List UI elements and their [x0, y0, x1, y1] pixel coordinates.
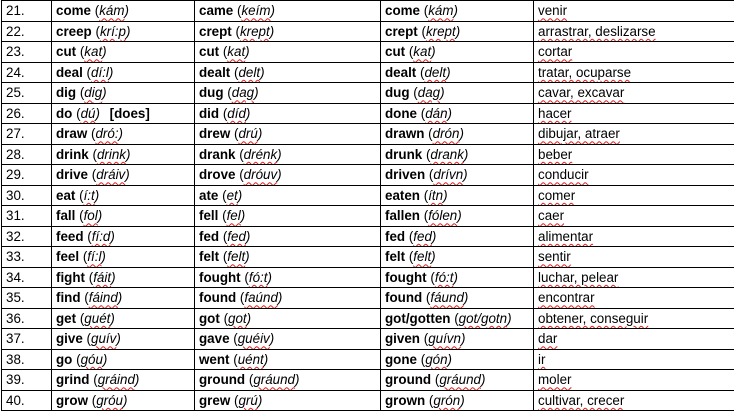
table-cell: driven (drívn) — [381, 165, 534, 186]
participle-pronunciation: fáund — [430, 290, 464, 306]
base-pronunciation: guét — [84, 310, 111, 326]
table-cell: fought (fó:t) — [381, 267, 534, 288]
table-cell — [2, 165, 52, 186]
base-pronunciation: dráiv — [96, 167, 126, 183]
spanish-translation: arrastrar, deslizarse — [538, 23, 656, 39]
past-form: drove — [199, 167, 236, 183]
verb-number: 26. — [6, 105, 25, 121]
table-cell — [534, 390, 734, 411]
past-pronunciation: et — [226, 187, 238, 203]
table-cell: find (fáind) — [52, 288, 195, 309]
table-cell — [2, 370, 52, 391]
base-form: fight — [56, 269, 85, 285]
table-cell: come (kám) — [52, 1, 195, 22]
table-cell — [2, 206, 52, 227]
table-row — [2, 21, 734, 42]
spanish-translation: alimentar — [538, 228, 594, 244]
table-cell — [2, 267, 52, 288]
spanish-translation: obtener, conseguir — [538, 310, 649, 326]
table-cell: dealt (delt) — [195, 62, 381, 83]
table-cell: found (faúnd) — [195, 288, 381, 309]
table-cell — [2, 329, 52, 350]
past-form: drew — [199, 126, 231, 142]
participle-pronunciation: kám — [428, 3, 454, 19]
base-form: grind — [56, 372, 90, 388]
verb-number: 34. — [6, 269, 25, 285]
participle-pronunciation: fó:t — [434, 269, 454, 285]
past-form: drank — [199, 146, 236, 162]
past-pronunciation: delt — [238, 64, 261, 80]
table-cell: feel (fí:l) — [52, 247, 195, 268]
table-cell: grind (gráind) — [52, 370, 195, 391]
spanish-translation: conducir — [538, 167, 589, 183]
table-cell — [534, 83, 734, 104]
table-cell — [534, 144, 734, 165]
verb-number: 39. — [6, 372, 25, 388]
table-cell — [534, 1, 734, 22]
table-row — [2, 349, 734, 370]
table-cell — [534, 226, 734, 247]
past-pronunciation: grú — [238, 392, 258, 408]
spanish-translation: cultivar, crecer — [538, 392, 625, 408]
past-pronunciation: guéiv — [237, 331, 270, 347]
participle-form: gone — [385, 351, 417, 367]
past-form: dealt — [199, 64, 231, 80]
past-form: gave — [199, 331, 230, 347]
table-cell: cut (kat) — [195, 42, 381, 63]
table-cell: cut (kat) — [381, 42, 534, 63]
table-cell: give (guív) — [52, 329, 195, 350]
table-cell — [534, 370, 734, 391]
table-cell: felt (felt) — [195, 247, 381, 268]
past-form: crept — [199, 23, 232, 39]
base-pronunciation: kám — [99, 3, 125, 19]
table-cell: gone (gón) — [381, 349, 534, 370]
base-pronunciation: dú — [80, 105, 96, 121]
base-extra: [does] — [109, 105, 150, 121]
base-form: fall — [56, 208, 76, 224]
spanish-translation: hacer — [538, 105, 572, 121]
table-cell: draw (dró:) — [52, 124, 195, 145]
past-pronunciation: fed — [227, 228, 246, 244]
participle-form: dealt — [385, 64, 417, 80]
table-cell: dealt (delt) — [381, 62, 534, 83]
base-form: go — [56, 351, 73, 367]
table-cell: fight (fáit) — [52, 267, 195, 288]
table-cell — [534, 165, 734, 186]
table-cell: drunk (drank) — [381, 144, 534, 165]
past-pronunciation: dag — [231, 85, 255, 101]
table-cell — [534, 288, 734, 309]
base-form: feel — [56, 249, 80, 265]
verb-number: 29. — [6, 167, 25, 183]
base-pronunciation: fí:d — [91, 228, 111, 244]
spanish-translation: venir — [538, 3, 568, 19]
participle-pronunciation: fólen — [428, 208, 458, 224]
table-cell — [534, 206, 734, 227]
table-cell: fed (fed) — [195, 226, 381, 247]
past-form: did — [199, 105, 220, 121]
base-form: draw — [56, 126, 88, 142]
table-cell — [534, 21, 734, 42]
participle-form: driven — [385, 167, 426, 183]
verb-number: 28. — [6, 146, 25, 162]
past-form: fought — [199, 269, 241, 285]
table-cell — [534, 267, 734, 288]
table-row — [2, 247, 734, 268]
table-cell: drove (dróuv) — [195, 165, 381, 186]
participle-form: fought — [385, 269, 427, 285]
table-cell: drink (drink) — [52, 144, 195, 165]
table-cell — [2, 144, 52, 165]
table-cell: came (keím) — [195, 1, 381, 22]
participle-pronunciation: dag — [417, 85, 441, 101]
participle-pronunciation: dán — [425, 105, 448, 121]
verb-number: 38. — [6, 351, 25, 367]
table-cell: go (góu) — [52, 349, 195, 370]
base-form: dig — [56, 85, 77, 101]
table-cell — [534, 42, 734, 63]
table-row — [2, 103, 734, 124]
base-form: cut — [56, 44, 77, 60]
past-pronunciation: díd — [227, 105, 246, 121]
table-cell — [2, 226, 52, 247]
table-row — [2, 83, 734, 104]
table-cell: fought (fó:t) — [195, 267, 381, 288]
table-cell: dug (dag) — [381, 83, 534, 104]
spanish-translation: beber — [538, 146, 573, 162]
spanish-translation: dar — [538, 331, 558, 347]
table-row — [2, 144, 734, 165]
base-pronunciation: dró: — [95, 126, 119, 142]
past-pronunciation: drénk — [243, 146, 278, 162]
past-pronunciation: dróuv — [243, 167, 278, 183]
table-cell: got/gotten (got/gotn) — [381, 308, 534, 329]
table-cell: done (dán) — [381, 103, 534, 124]
participle-pronunciation: kat — [413, 44, 432, 60]
base-pronunciation: góu — [80, 351, 103, 367]
table-cell — [534, 247, 734, 268]
spanish-translation: dibujar, atraer — [538, 126, 620, 142]
table-cell: drawn (drón) — [381, 124, 534, 145]
past-form: fed — [199, 228, 220, 244]
past-pronunciation: uént — [237, 351, 264, 367]
table-cell: come (kám) — [381, 1, 534, 22]
table-row — [2, 267, 734, 288]
base-form: feed — [56, 228, 84, 244]
table-row — [2, 206, 734, 227]
past-pronunciation: gráund — [253, 372, 296, 388]
participle-form: felt — [385, 249, 406, 265]
past-form: ate — [199, 187, 219, 203]
irregular-verbs-table — [1, 0, 734, 411]
table-row — [2, 370, 734, 391]
table-row — [2, 390, 734, 411]
verb-number: 37. — [6, 331, 25, 347]
participle-pronunciation: gráund — [439, 372, 482, 388]
base-pronunciation: gráind — [97, 372, 135, 388]
table-cell — [534, 308, 734, 329]
participle-pronunciation: krept — [425, 23, 456, 39]
table-cell: creep (krí:p) — [52, 21, 195, 42]
participle-form: drawn — [385, 126, 425, 142]
participle-pronunciation: drívn — [433, 167, 464, 183]
past-form: went — [199, 351, 230, 367]
base-pronunciation: krí:p — [99, 23, 126, 39]
spanish-translation: luchar, pelear — [538, 269, 619, 285]
table-cell — [534, 185, 734, 206]
past-pronunciation: felt — [227, 249, 246, 265]
participle-pronunciation: guívn — [428, 331, 461, 347]
table-cell: got (got) — [195, 308, 381, 329]
past-form: grew — [199, 392, 231, 408]
table-cell — [2, 1, 52, 22]
participle-form: ground — [385, 372, 432, 388]
table-cell: deal (dí:l) — [52, 62, 195, 83]
base-pronunciation: gróu — [96, 392, 124, 408]
table-cell: ground (gráund) — [381, 370, 534, 391]
spanish-translation: sentir — [538, 249, 571, 265]
participle-form: dug — [385, 85, 410, 101]
past-form: dug — [199, 85, 224, 101]
spanish-translation: encontrar — [538, 290, 595, 306]
past-pronunciation: faúnd — [244, 290, 278, 306]
table-cell — [2, 185, 52, 206]
table-cell: grown (grón) — [381, 390, 534, 411]
spanish-translation: cortar — [538, 44, 573, 60]
verb-number: 40. — [6, 392, 25, 408]
table-cell: fallen (fólen) — [381, 206, 534, 227]
table-cell — [534, 329, 734, 350]
table-cell — [534, 62, 734, 83]
past-pronunciation: drú — [238, 126, 258, 142]
table-cell: do (dú) [does] — [52, 103, 195, 124]
table-cell: fell (fel) — [195, 206, 381, 227]
past-form: ground — [199, 372, 246, 388]
table-cell: did (díd) — [195, 103, 381, 124]
participle-pronunciation: felt — [413, 249, 432, 265]
verb-table-body — [2, 1, 734, 411]
table-cell — [2, 103, 52, 124]
table-row — [2, 1, 734, 22]
verb-number: 22. — [6, 23, 25, 39]
table-cell — [534, 103, 734, 124]
table-cell: went (uént) — [195, 349, 381, 370]
base-pronunciation: fol — [83, 208, 98, 224]
table-cell — [534, 124, 734, 145]
verb-number: 33. — [6, 249, 25, 265]
base-pronunciation: guív — [91, 331, 117, 347]
table-cell: get (guét) — [52, 308, 195, 329]
past-form: found — [199, 290, 237, 306]
verb-number: 35. — [6, 290, 25, 306]
past-pronunciation: fel — [226, 208, 241, 224]
base-pronunciation: drink — [96, 146, 126, 162]
base-pronunciation: fáind — [88, 290, 118, 306]
base-pronunciation: í:t — [83, 187, 95, 203]
participle-pronunciation: fed — [413, 228, 432, 244]
table-cell: drank (drénk) — [195, 144, 381, 165]
table-row — [2, 308, 734, 329]
participle-form: cut — [385, 44, 406, 60]
table-cell: drive (dráiv) — [52, 165, 195, 186]
spanish-translation: cavar, excavar — [538, 85, 625, 101]
table-cell: eaten (ítn) — [381, 185, 534, 206]
participle-pronunciation: gón — [425, 351, 448, 367]
table-cell: feed (fí:d) — [52, 226, 195, 247]
participle-form: given — [385, 331, 420, 347]
participle-pronunciation: got/gotn — [458, 310, 508, 326]
participle-form: eaten — [385, 187, 420, 203]
past-pronunciation: keím — [241, 3, 271, 19]
table-cell: gave (guéiv) — [195, 329, 381, 350]
table-row — [2, 62, 734, 83]
base-form: find — [56, 290, 81, 306]
past-pronunciation: fó:t — [248, 269, 268, 285]
verb-number: 27. — [6, 126, 25, 142]
base-form: do — [56, 105, 73, 121]
base-form: come — [56, 3, 91, 19]
table-cell — [2, 42, 52, 63]
table-row — [2, 288, 734, 309]
base-pronunciation: kat — [84, 44, 103, 60]
table-row — [2, 329, 734, 350]
participle-form: drunk — [385, 146, 423, 162]
table-cell — [2, 288, 52, 309]
past-pronunciation: krept — [239, 23, 270, 39]
participle-pronunciation: ítn — [428, 187, 444, 203]
spanish-translation: caer — [538, 208, 565, 224]
base-form: drive — [56, 167, 89, 183]
base-form: eat — [56, 187, 76, 203]
table-row — [2, 42, 734, 63]
table-cell — [534, 349, 734, 370]
past-form: came — [199, 3, 234, 19]
participle-form: got/gotten — [385, 310, 451, 326]
table-cell: ate (et) — [195, 185, 381, 206]
table-row — [2, 124, 734, 145]
table-cell — [2, 124, 52, 145]
table-cell — [2, 308, 52, 329]
participle-form: crept — [385, 23, 418, 39]
participle-pronunciation: grón — [433, 392, 461, 408]
table-cell: dug (dag) — [195, 83, 381, 104]
table-cell — [2, 62, 52, 83]
table-cell: eat (í:t) — [52, 185, 195, 206]
base-pronunciation: fí:l — [87, 249, 102, 265]
table-row — [2, 185, 734, 206]
verb-number: 23. — [6, 44, 25, 60]
base-pronunciation: fáit — [93, 269, 112, 285]
table-cell — [2, 21, 52, 42]
table-cell: fall (fol) — [52, 206, 195, 227]
participle-form: fed — [385, 228, 406, 244]
verb-number: 32. — [6, 228, 25, 244]
past-form: fell — [199, 208, 219, 224]
table-cell: given (guívn) — [381, 329, 534, 350]
table-cell: grow (gróu) — [52, 390, 195, 411]
participle-form: done — [385, 105, 417, 121]
table-cell — [2, 83, 52, 104]
table-cell: grew (grú) — [195, 390, 381, 411]
table-cell: cut (kat) — [52, 42, 195, 63]
table-cell: drew (drú) — [195, 124, 381, 145]
participle-pronunciation: drón — [432, 126, 460, 142]
table-cell: crept (krept) — [195, 21, 381, 42]
participle-pronunciation: delt — [424, 64, 447, 80]
verb-number: 25. — [6, 85, 25, 101]
past-form: cut — [199, 44, 220, 60]
participle-form: come — [385, 3, 420, 19]
past-form: felt — [199, 249, 220, 265]
base-form: deal — [56, 64, 83, 80]
table-row — [2, 165, 734, 186]
table-cell: crept (krept) — [381, 21, 534, 42]
base-pronunciation: dig — [84, 85, 103, 101]
participle-form: found — [385, 290, 423, 306]
spanish-translation: ir — [538, 351, 546, 367]
participle-pronunciation: drank — [430, 146, 464, 162]
spanish-translation: moler — [538, 372, 572, 388]
base-form: drink — [56, 146, 89, 162]
participle-form: grown — [385, 392, 426, 408]
spanish-translation: comer — [538, 187, 576, 203]
past-pronunciation: got — [228, 310, 247, 326]
base-pronunciation: dí:l — [91, 64, 109, 80]
spanish-translation: tratar, ocuparse — [538, 64, 632, 80]
verb-number: 21. — [6, 3, 25, 19]
participle-form: fallen — [385, 208, 420, 224]
table-row — [2, 226, 734, 247]
table-cell: fed (fed) — [381, 226, 534, 247]
table-cell: felt (felt) — [381, 247, 534, 268]
base-form: give — [56, 331, 83, 347]
past-pronunciation: kat — [227, 44, 246, 60]
base-form: creep — [56, 23, 92, 39]
table-cell: dig (dig) — [52, 83, 195, 104]
table-cell: found (fáund) — [381, 288, 534, 309]
table-cell: ground (gráund) — [195, 370, 381, 391]
base-form: get — [56, 310, 77, 326]
verb-number: 24. — [6, 64, 25, 80]
past-form: got — [199, 310, 220, 326]
table-cell — [2, 247, 52, 268]
table-cell — [2, 390, 52, 411]
verb-number: 30. — [6, 187, 25, 203]
verb-number: 36. — [6, 310, 25, 326]
table-cell — [2, 349, 52, 370]
verb-number: 31. — [6, 208, 25, 224]
base-form: grow — [56, 392, 88, 408]
